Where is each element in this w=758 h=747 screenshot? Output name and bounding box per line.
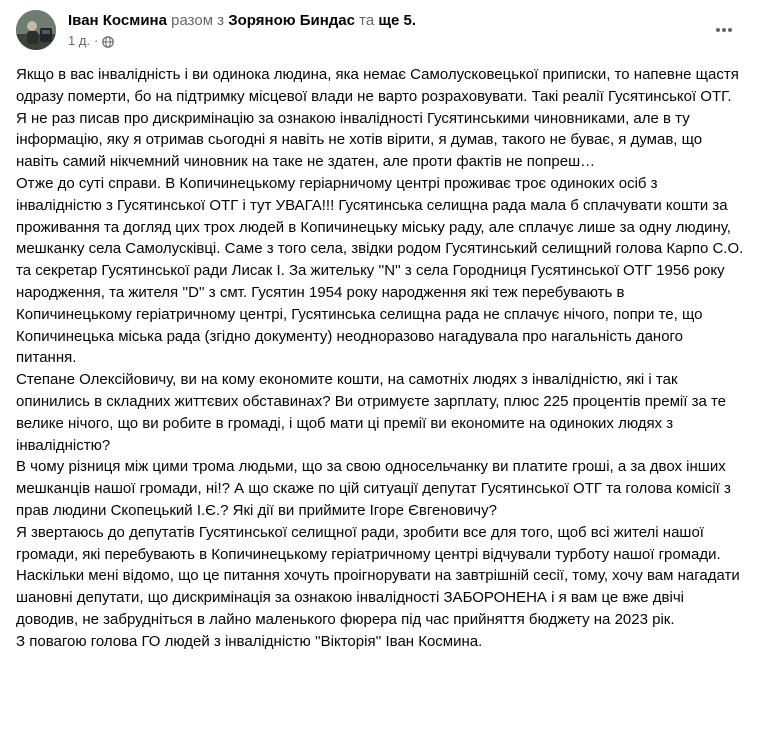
- tagged-others[interactable]: ще 5.: [378, 12, 417, 29]
- avatar[interactable]: [16, 10, 56, 50]
- meta-separator: ·: [94, 33, 99, 48]
- more-dots-icon: [714, 20, 734, 40]
- paragraph-7: Наскільки мені відомо, що це питання хочуть проігнорувати на завтрішній сесії, тому, хочу вам нагадати шановні депутати, що дискримінація за ознакою інвалідності ЗАБОРОНЕНА і я вам це вже двічі доводив, не забрудніться в лайно маленького фюрера під час прийняття бюджету на 2023 рік.: [16, 567, 740, 628]
- with-word: разом з: [171, 12, 225, 29]
- post-timestamp[interactable]: 1 д.: [68, 33, 91, 48]
- header-text: [68, 11, 702, 50]
- avatar-photo-icon: [16, 10, 56, 50]
- and-word: та: [359, 12, 375, 29]
- paragraph-8: З повагою голова ГО людей з інвалідністю ''Вікторія'' Іван Космина.: [16, 632, 483, 650]
- tagged-person[interactable]: Зоряною Биндас: [228, 12, 355, 29]
- paragraph-6: Я звертаюсь до депутатів Гусятинської селищної ради, зробити все для того, щоб всі жителі нашої громади, які перебувають в Копичинецькому геріатричному центрі відчували турботу нашої громади.: [16, 523, 721, 563]
- header-line: [68, 11, 702, 31]
- paragraph-2: Я не раз писав про дискримінацію за ознакою інвалідності Гусятинськими чиновниками, але в ту інформацію, яку я отримав сьогодні я навіть не хотів вірити, я думав, такого не буває, я думав, що навіть самий нікчемний чиновник на таке не здатен, але проти фактів не попреш…: [16, 109, 703, 171]
- post-header: [16, 10, 742, 54]
- post-text: [16, 64, 744, 653]
- paragraph-3: Отже до суті справи. В Копичинецькому геріарничому центрі проживає троє одиноких осіб з інвалідністю з Гусятинської ОТГ і тут УВАГА!!! Гусятинська селищна рада мала б сплачувати кошти за проживання та догляд цих трох людей в Копичинецьку міську раду, але сплачує лише за одну людину, мешканку села Самолусківці. Саме з того села, звідки родом Гусятинський селищний голова Карпо С.О. та секретар Гусятинської ради Лисак І. За жительку ''N'' з села Городниця Гусятинської ОТГ 1956 року народження, та жителя ''D'' з смт. Гусятин 1954 року народження які теж перебувають в Копичинецькому геріатричному центрі, Гусятинська селищна рада не сплачує нічого, попри те, що Копичинецька міська рада (згідно документу) неодноразово нагадувала про нагальність даного питання.: [16, 174, 744, 367]
- paragraph-5: В чому різниця між цими трома людьми, що за свою односельчанку ви платите гроші, а за двох інших мешканців нашої громади, ні!? А що скаже по цій ситуації депутат Гусятинської ОТГ та голова комісії з прав людини Скопецький І.Є.? Які дії ви приймите Ігоре Євгеновичу?: [16, 458, 731, 519]
- paragraph-4: Степане Олексійовичу, ви на кому економите кошти, на самотніх людях з інвалідністю, які і так опинились в складних життєвих обставинах? Ви отримуєте зарплату, плюс 225 процентів премії за те велике нічого, що ви робите в громаді, і щоб мати ці премії ви економите на одиноких людях з інвалідністю?: [16, 371, 727, 454]
- post-meta: [68, 32, 702, 50]
- globe-icon[interactable]: [102, 35, 114, 47]
- more-options-button[interactable]: [706, 12, 742, 48]
- paragraph-1: Якщо в вас інвалідність і ви одинока людина, яка немає Самолусковецької приписки, то напевне щастя одразу померти, бо на підтримку місцевої влади не варто розраховувати. Такі реалії Гусятинської ОТГ.: [16, 66, 739, 105]
- author-name[interactable]: Іван Космина: [68, 12, 167, 29]
